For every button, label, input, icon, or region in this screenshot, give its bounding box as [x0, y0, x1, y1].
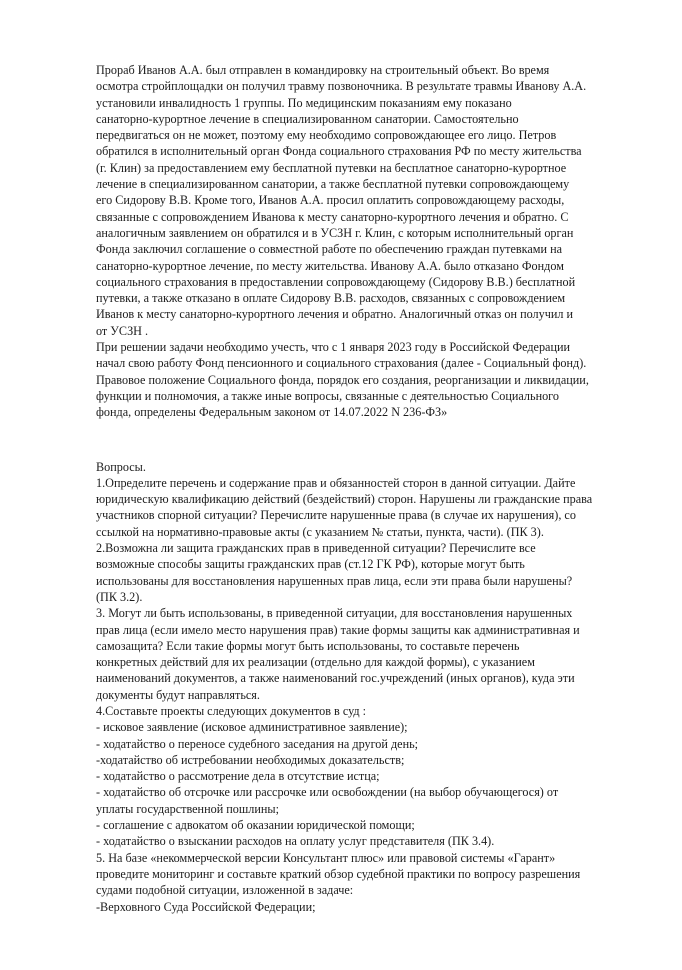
- case-text-line: Правовое положение Социального фонда, порядок его создания, реорганизации и ликвидации,: [96, 372, 589, 387]
- case-text-line: санаторно-курортное лечение, по месту жительства. Иванову А.А. было отказано Фондом: [96, 258, 564, 273]
- case-text-line: (г. Клин) за предоставлением ему бесплатной путевки на бесплатное санаторно-курортное: [96, 160, 567, 175]
- question-text-line: (ПК 3.2).: [96, 589, 143, 604]
- question-text-line: проведите мониторинг и составьте краткий обзор судебной практики по вопросу разрешения: [96, 866, 581, 881]
- question-text-line: - ходатайство о переносе судебного заседания на другой день;: [96, 736, 419, 751]
- case-text-line: При решении задачи необходимо учесть, что с 1 января 2023 году в Российской Федерации: [96, 340, 571, 355]
- case-text-line: установили инвалидность 1 группы. По медицинским показаниям ему показано: [96, 95, 512, 110]
- questions-section: [96, 459, 651, 915]
- question-text-line: 5. На базе «некоммерческой версии Консультант плюс» или правовой системы «Гарант»: [96, 850, 556, 865]
- question-text-line: 2.Возможна ли защита гражданских прав в приведенной ситуации? Перечислите все: [96, 541, 536, 556]
- case-text-line: Иванов к месту санаторно-курортного лечения и обратно. Аналогичный отказ он получил и: [96, 307, 574, 322]
- case-text-line: фонда, определены Федеральным законом от 14.07.2022 N 236-ФЗ»: [96, 405, 448, 420]
- question-text-line: участников спорной ситуации? Перечислите нарушенные права (в случае их нарушения), со: [96, 508, 576, 523]
- question-text-line: самозащита? Если такие формы могут быть использованы, то составьте перечень: [96, 638, 520, 653]
- case-text-line: путевки, а также отказано в оплате Сидорову В.В. расходов, связанных с сопровождением: [96, 291, 566, 306]
- question-text-line: -Верховного Суда Российской Федерации;: [96, 899, 316, 914]
- case-text-line: связанные с сопровождением Иванова к месту санаторно-курортного лечения и обратно. С: [96, 209, 569, 224]
- question-text-line: 4.Составьте проекты следующих документов в суд :: [96, 703, 367, 718]
- case-text-line: социального страхования в предоставлении сопровождающему (Сидорову В.В.) бесплатной: [96, 274, 576, 289]
- question-text-line: конкретных действий для их реализации (отдельно для каждой формы), с указанием: [96, 655, 535, 670]
- question-text-line: - ходатайство о взыскании расходов на оплату услуг представителя (ПК 3.4).: [96, 834, 495, 849]
- paragraph-gap: [96, 421, 651, 459]
- question-text-line: -ходатайство об истребовании необходимых доказательств;: [96, 752, 405, 767]
- question-text-line: уплаты государственной пошлины;: [96, 801, 279, 816]
- case-text-line: передвигаться он не может, поэтому ему необходимо сопровождающее его лицо. Петров: [96, 128, 557, 143]
- case-text-line: его Сидорову В.В. Кроме того, Иванов А.А. просил оплатить сопровождающему расходы,: [96, 193, 565, 208]
- case-text-line: осмотра стройплощадки он получил травму позвоночника. В результате травмы Иванову А.А.: [96, 79, 587, 94]
- question-text-line: использованы для восстановления нарушенных прав лица, если эти права были нарушены?: [96, 573, 573, 588]
- question-text-line: документы будут направляться.: [96, 687, 260, 702]
- case-description: [96, 62, 651, 421]
- question-text-line: судами подобной ситуации, изложенной в задаче:: [96, 883, 354, 898]
- case-text-line: функции и полномочия, а также иные вопросы, связанные с деятельностью Социального: [96, 388, 559, 403]
- question-text-line: 1.Определите перечень и содержание прав и обязанностей сторон в данной ситуации. Дайте: [96, 475, 576, 490]
- question-text-line: - ходатайство о рассмотрение дела в отсутствие истца;: [96, 769, 380, 784]
- question-text-line: - соглашение с адвокатом об оказании юридической помощи;: [96, 818, 415, 833]
- question-text-line: 3. Могут ли быть использованы, в приведенной ситуации, для восстановления нарушенных: [96, 606, 573, 621]
- question-text-line: прав лица (если имело место нарушения прав) такие формы защиты как административная и: [96, 622, 580, 637]
- case-text-line: обратился в исполнительный орган Фонда социального страхования РФ по месту жительства: [96, 144, 582, 159]
- document-page: [96, 62, 651, 915]
- question-text-line: возможные способы защиты гражданских прав (ст.12 ГК РФ), которые могут быть: [96, 557, 525, 572]
- case-text-line: Прораб Иванов А.А. был отправлен в командировку на строительный объект. Во время: [96, 63, 550, 77]
- question-text-line: - ходатайство об отсрочке или рассрочке или освобождении (на выбор обучающегося) от: [96, 785, 559, 800]
- question-text-line: Вопросы.: [96, 459, 146, 474]
- case-text-line: Фонда заключил соглашение о совместной работе по обеспечению граждан путевками на: [96, 242, 563, 257]
- case-text-line: начал свою работу Фонд пенсионного и социального страхования (далее - Социальный фонд).: [96, 356, 587, 371]
- question-text-line: юридическую квалификацию действий (бездействий) сторон. Нарушены ли гражданские права: [96, 492, 593, 507]
- question-text-line: - исковое заявление (исковое административное заявление);: [96, 720, 408, 735]
- case-text-line: аналогичным заявлением он обратился и в УСЗН г. Клин, с которым исполнительный орган: [96, 225, 574, 240]
- case-text-line: лечение в специализированном санатории, а также бесплатной путевки сопровождающему: [96, 177, 570, 192]
- case-text-line: санаторно-курортное лечение в специализированном санатории. Самостоятельно: [96, 111, 519, 126]
- question-text-line: ссылкой на нормативно-правовые акты (с указанием № статьи, пункта, части). (ПК 3).: [96, 524, 544, 539]
- question-text-line: наименований документов, а также наименований гос.учреждений (иных органов), куда эти: [96, 671, 575, 686]
- case-text-line: от УСЗН .: [96, 323, 149, 338]
